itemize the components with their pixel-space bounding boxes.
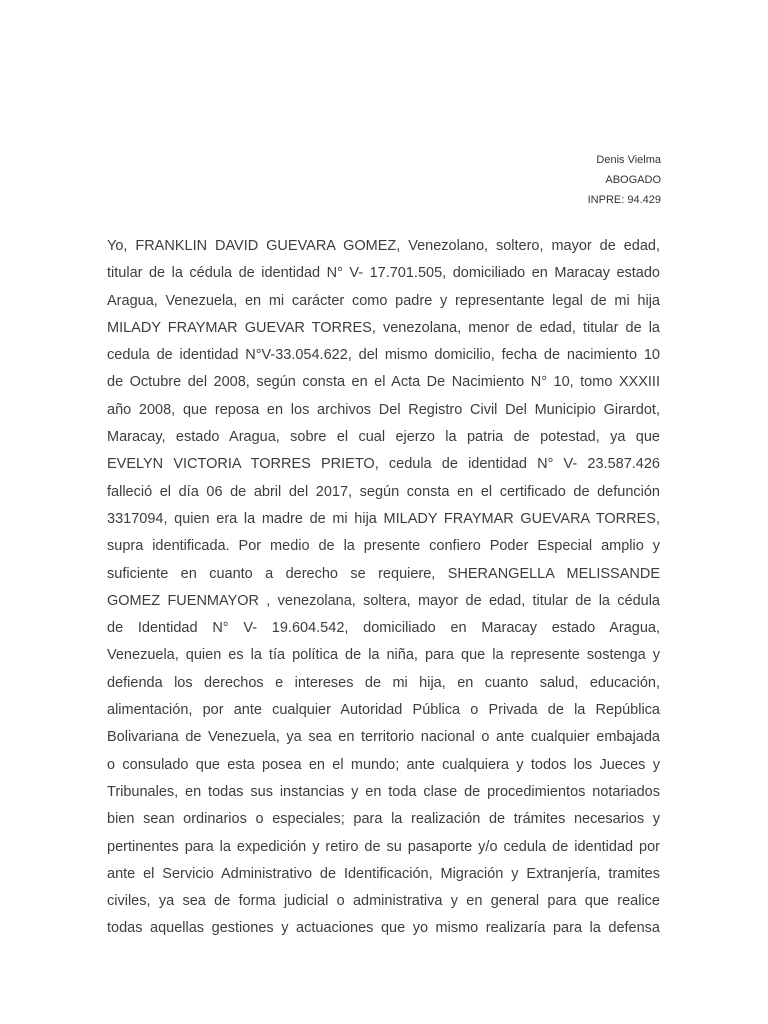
body-line: EVELYN VICTORIA TORRES PRIETO, cedula de identidad N° V- 23.587.426	[107, 456, 660, 473]
body-line: civiles, ya sea de forma judicial o administrativa y en general para que realice	[107, 893, 660, 910]
lawyer-inpre: INPRE: 94.429	[587, 194, 661, 206]
body-line: Aragua, Venezuela, en mi carácter como padre y representante legal de mi hija	[107, 292, 660, 309]
body-line: de Octubre del 2008, según consta en el Acta De Nacimiento N° 10, tomo XXXIII	[107, 374, 660, 391]
body-line: titular de la cédula de identidad N° V- 17.701.505, domiciliado en Maracay estado	[107, 265, 660, 282]
body-line: Yo, FRANKLIN DAVID GUEVARA GOMEZ, Venezolano, soltero, mayor de edad,	[107, 238, 660, 254]
body-line: pertinentes para la expedición y retiro de su pasaporte y/o cedula de identidad por	[107, 838, 660, 855]
body-line: defienda los derechos e intereses de mi hija, en cuanto salud, educación,	[107, 674, 660, 691]
body-line: año 2008, que reposa en los archivos Del Registro Civil Del Municipio Girardot,	[107, 401, 660, 418]
body-line: alimentación, por ante cualquier Autoridad Pública o Privada de la República	[107, 702, 660, 719]
body-line: cedula de identidad N°V-33.054.622, del mismo domicilio, fecha de nacimiento 10	[107, 347, 660, 364]
body-line: MILADY FRAYMAR GUEVAR TORRES, venezolana, menor de edad, titular de la	[107, 319, 660, 336]
body-line: 3317094, quien era la madre de mi hija MILADY FRAYMAR GUEVARA TORRES,	[107, 510, 660, 527]
body-line: Tribunales, en todas sus instancias y en toda clase de procedimientos notariados	[107, 783, 660, 800]
body-line: Venezuela, quien es la tía política de la niña, para que la represente sostenga y	[107, 647, 660, 664]
body-line: suficiente en cuanto a derecho se requiere, SHERANGELLA MELISSANDE	[107, 565, 660, 582]
body-line: Maracay, estado Aragua, sobre el cual ejerzo la patria de potestad, ya que	[107, 429, 660, 446]
document-body	[107, 233, 660, 943]
body-line: Bolivariana de Venezuela, ya sea en territorio nacional o ante cualquier embajada	[107, 729, 660, 746]
body-line: de Identidad N° V- 19.604.542, domiciliado en Maracay estado Aragua,	[107, 620, 660, 637]
lawyer-title: ABOGADO	[605, 174, 661, 186]
body-line: supra identificada. Por medio de la presente confiero Poder Especial amplio y	[107, 538, 660, 555]
body-line: falleció el día 06 de abril del 2017, según consta en el certificado de defunción	[107, 483, 660, 500]
body-line: bien sean ordinarios o especiales; para la realización de trámites necesarios y	[107, 811, 660, 828]
lawyer-name: Denis Vielma	[596, 154, 661, 166]
body-line: todas aquellas gestiones y actuaciones que yo mismo realizaría para la defensa	[107, 920, 660, 937]
body-line: ante el Servicio Administrativo de Identificación, Migración y Extranjería, tramites	[107, 865, 660, 882]
body-line: o consulado que esta posea en el mundo; ante cualquiera y todos los Jueces y	[107, 756, 660, 773]
body-line: GOMEZ FUENMAYOR , venezolana, soltera, mayor de edad, titular de la cédula	[107, 592, 660, 609]
letterhead	[588, 150, 661, 210]
